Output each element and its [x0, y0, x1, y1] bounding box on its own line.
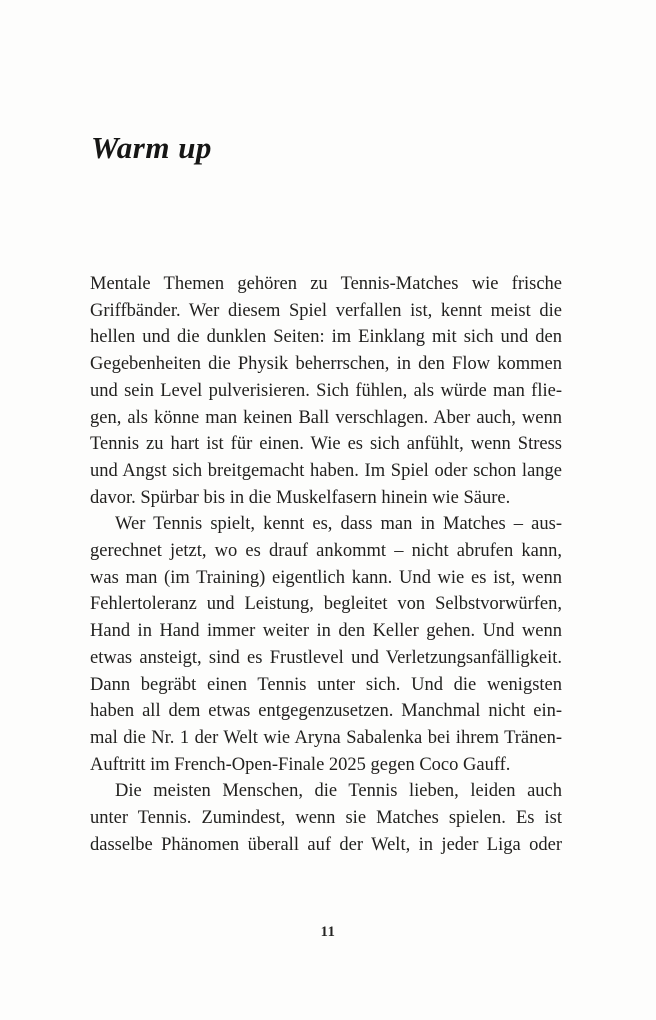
text-line: etwas ansteigt, sind es Frustlevel und Verletzungsanfälligkeit.	[90, 647, 562, 668]
text-line: was man (im Training) eigentlich kann. Und wie es ist, wenn	[90, 567, 562, 588]
text-line: Die meisten Menschen, die Tennis lieben, leiden auch	[115, 781, 562, 802]
text-line: Mentale Themen gehören zu Tennis-Matches wie frische	[90, 274, 562, 294]
text-line: dasselbe Phänomen überall auf der Welt, in jeder Liga oder	[90, 834, 562, 855]
text-line: Auftritt im French-Open-Finale 2025 gegen Coco Gauff.	[90, 754, 511, 775]
text-line: Griffbänder. Wer diesem Spiel verfallen ist, kennt meist die	[90, 300, 562, 321]
text-line: Tennis zu hart ist für einen. Wie es sich anfühlt, wenn Stress	[90, 434, 562, 455]
page-number: 11	[320, 924, 336, 940]
body-text	[90, 271, 562, 858]
text-line: unter Tennis. Zumindest, wenn sie Matches spielen. Es ist	[90, 808, 562, 829]
text-line: Wer Tennis spielt, kennt es, dass man in Matches – aus-	[115, 514, 562, 535]
text-line: Gegebenheiten die Physik beherrschen, in den Flow kommen	[90, 354, 562, 375]
text-line: hellen und die dunklen Seiten: im Einklang mit sich und den	[90, 327, 562, 348]
text-line: Dann begräbt einen Tennis unter sich. Und die wenigsten	[90, 674, 562, 695]
text-line: Fehlertoleranz und Leistung, begleitet von Selbstvorwürfen,	[90, 594, 562, 615]
text-line: gerechnet jetzt, wo es drauf ankommt – nicht abrufen kann,	[90, 541, 562, 562]
text-line: mal die Nr. 1 der Welt wie Aryna Sabalenka bei ihrem Tränen-	[90, 727, 562, 748]
text-line: und Angst sich breitgemacht haben. Im Spiel oder schon lange	[90, 460, 562, 481]
text-line: gen, als könne man keinen Ball verschlagen. Aber auch, wenn	[90, 407, 562, 428]
text-line: und sein Level pulverisieren. Sich fühlen, als würde man flie-	[90, 380, 562, 401]
text-line: davor. Spürbar bis in die Muskelfasern hinein wie Säure.	[90, 487, 511, 508]
text-line: Hand in Hand immer weiter in den Keller gehen. Und wenn	[90, 621, 562, 642]
chapter-title: Warm up	[91, 130, 212, 165]
text-line: haben all dem etwas entgegenzusetzen. Manchmal nicht ein-	[90, 701, 562, 722]
